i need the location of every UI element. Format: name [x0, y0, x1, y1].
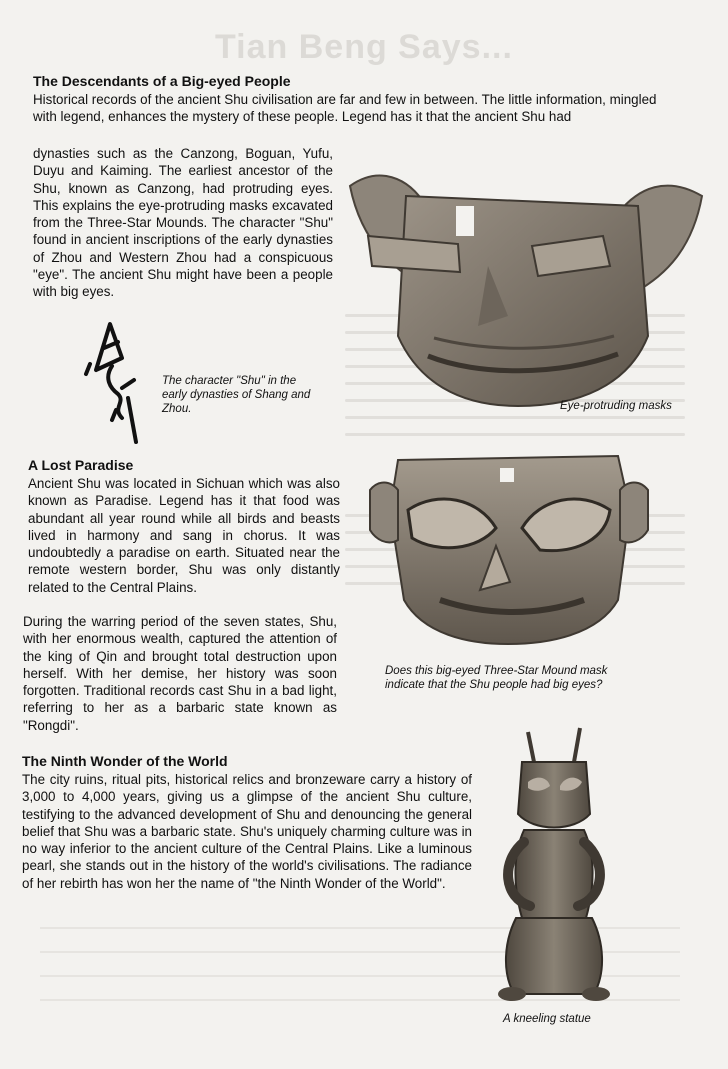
shu-character-icon	[82, 318, 144, 446]
big-eyed-mask-image	[368, 450, 650, 646]
heading-lost-paradise: A Lost Paradise	[28, 457, 134, 473]
caption-statue: A kneeling statue	[503, 1013, 591, 1025]
caption-mask-2: Does this big-eyed Three-Star Mound mask indicate that the Shu people had big eyes?	[385, 665, 608, 691]
caption-mask-1: Eye-protruding masks	[560, 400, 672, 412]
heading-ninth-wonder: The Ninth Wonder of the World	[22, 753, 228, 769]
paragraph-descendants-intro: Historical records of the ancient Shu civilisation are far and few in between. The little information, mingled with legend, enhances the mystery of these people. Legend has it that the ancient Shu had	[33, 92, 657, 125]
paragraph-paradise-2: During the warring period of the seven states, Shu, with her enormous wealth, captured the attention of the king of Qin and brought total destruction upon herself. With her demise, her history was soon forgotten. Traditional records cast Shu in a bad light, referring to her as a barbaric state known as "Rongdi".	[23, 614, 337, 733]
kneeling-statue-image	[494, 722, 614, 1004]
ghost-title: Tian Beng Says...	[215, 28, 513, 66]
paragraph-ninth-wonder: The city ruins, ritual pits, historical relics and bronzeware carry a history of 3,000 to 4,000 years, giving us a glimpse of the ancient Shu culture, testifying to the advanced development of Shu and denouncing the general belief that Shu was a barbaric state. Shu's uniquely charming culture was in no way inferior to the ancient culture of the Central Plains. Like a luminous pearl, she stands out in the history of the world's civilisations. The radiance of her rebirth has won her the name of "the Ninth Wonder of the World".	[22, 772, 472, 891]
paragraph-paradise-1: Ancient Shu was located in Sichuan which was also known as Paradise. Legend has it that food was abundant all year round while all birds and beasts lived in harmony and sang in chorus. It was undoubtedly a paradise on earth. Situated near the remote western border, Shu was only distantly related to the Central Plains.	[28, 476, 340, 595]
eye-protruding-mask-image	[348, 166, 704, 414]
caption-shu-character: The character "Shu" in the early dynasties of Shang and Zhou.	[162, 375, 311, 415]
heading-descendants: The Descendants of a Big-eyed People	[33, 73, 291, 89]
paragraph-descendants-body: dynasties such as the Canzong, Boguan, Yufu, Duyu and Kaiming. The earliest ancestor of the Shu, known as Canzong, had protruding eyes. This explains the eye-protruding masks excavated from the Three-Star Mounds. The character "Shu" found in ancient inscriptions of the early dynasties of Zhou and Western Zhou had a conspicuous "eye". The ancient Shu might have been a people with big eyes.	[33, 146, 333, 300]
